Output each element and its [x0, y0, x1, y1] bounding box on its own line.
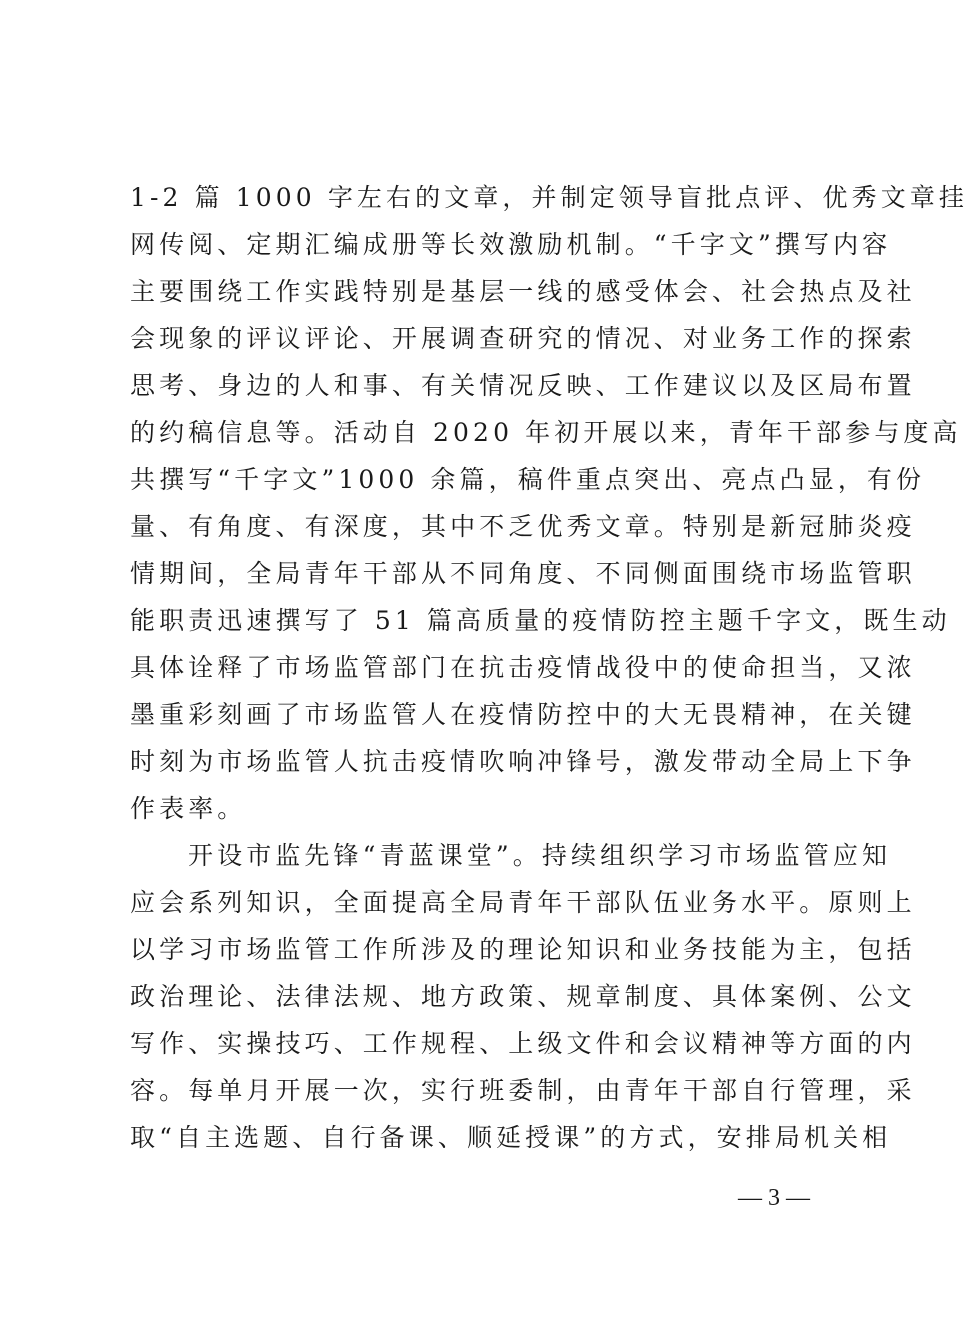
text-line: 容。每单月开展一次，实行班委制，由青年干部自行管理，采 [130, 1076, 916, 1105]
paragraph-qinglan-classroom [130, 832, 916, 1161]
text-line: 思考、身边的人和事、有关情况反映、工作建议以及区局布置 [130, 371, 916, 400]
text-line: 能职责迅速撰写了 51 篇高质量的疫情防控主题千字文，既生动 [130, 606, 951, 635]
text-line: 量、有角度、有深度，其中不乏优秀文章。特别是新冠肺炎疫 [130, 512, 916, 541]
text-line: 主要围绕工作实践特别是基层一线的感受体会、社会热点及社 [130, 277, 916, 306]
text-line: 应会系列知识，全面提高全局青年干部队伍业务水平。原则上 [130, 888, 916, 917]
text-line: 作表率。 [130, 794, 247, 823]
text-line: 取“自主选题、自行备课、顺延授课”的方式，安排局机关相 [130, 1123, 892, 1152]
text-line: 墨重彩刻画了市场监管人在疫情防控中的大无畏精神，在关键 [130, 700, 916, 729]
text-line: 的约稿信息等。活动自 2020 年初开展以来，青年干部参与度高 [130, 418, 962, 447]
text-line: 共撰写“千字文”1000 余篇，稿件重点突出、亮点凸显，有份 [130, 465, 926, 494]
text-line: 1-2 篇 1000 字左右的文章，并制定领导盲批点评、优秀文章挂 [130, 183, 968, 212]
body-text [130, 174, 968, 1161]
text-line: 以学习市场监管工作所涉及的理论知识和业务技能为主，包括 [130, 935, 916, 964]
text-line: 写作、实操技巧、工作规程、上级文件和会议精神等方面的内 [130, 1029, 916, 1058]
text-line: 开设市监先锋“青蓝课堂”。持续组织学习市场监管应知 [188, 841, 892, 870]
text-line: 情期间，全局青年干部从不同角度、不同侧面围绕市场监管职 [130, 559, 916, 588]
text-line: 网传阅、定期汇编成册等长效激励机制。“千字文”撰写内容 [130, 230, 892, 259]
text-line: 会现象的评议评论、开展调查研究的情况、对业务工作的探索 [130, 324, 916, 353]
text-line: 时刻为市场监管人抗击疫情吹响冲锋号，激发带动全局上下争 [130, 747, 916, 776]
text-line: 具体诠释了市场监管部门在抗击疫情战役中的使命担当，又浓 [130, 653, 916, 682]
text-line: 政治理论、法律法规、地方政策、规章制度、具体案例、公文 [130, 982, 916, 1011]
paragraph-1000-character-articles [130, 174, 968, 832]
page-number: — 3 — [738, 1185, 810, 1211]
